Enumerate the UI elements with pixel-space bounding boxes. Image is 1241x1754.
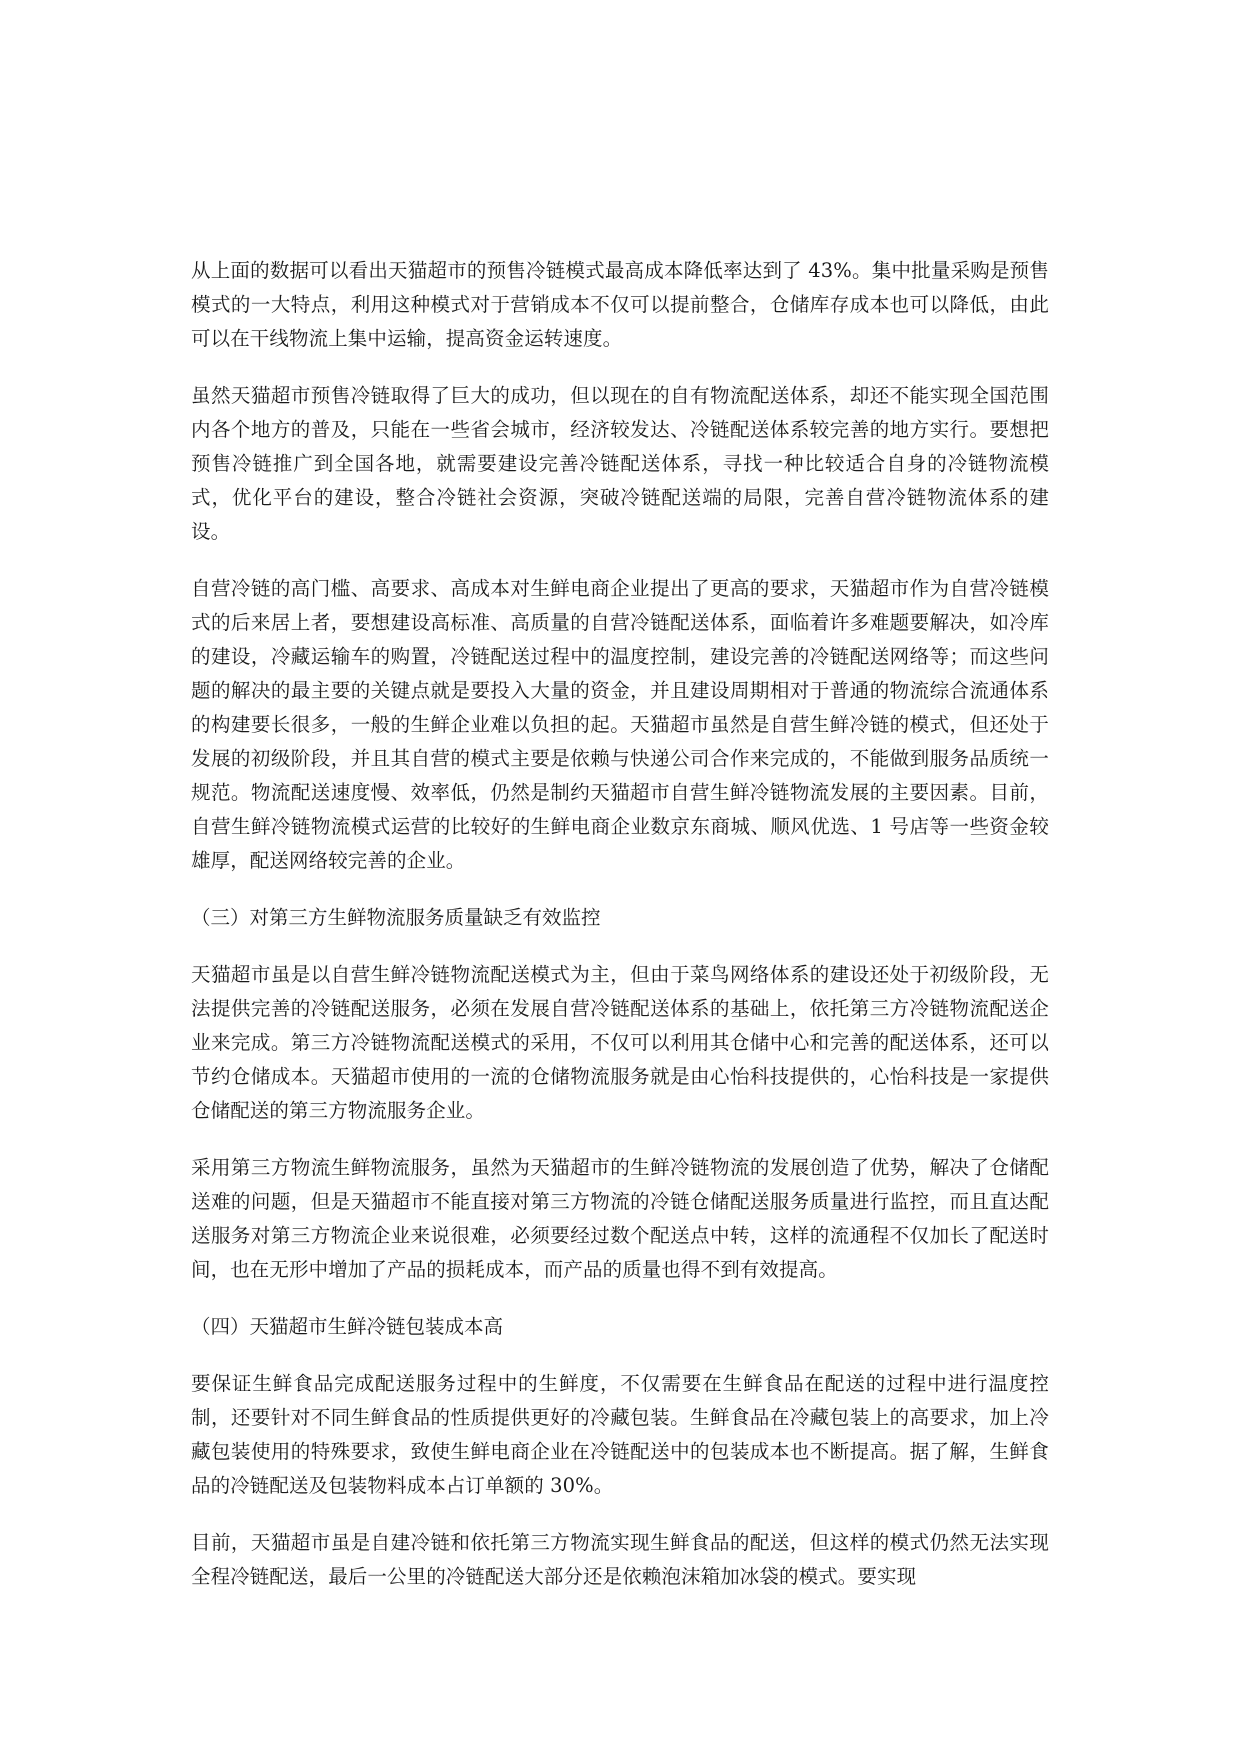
document-body bbox=[191, 254, 1049, 1617]
paragraph-packaging-requirements: 要保证生鲜食品完成配送服务过程中的生鲜度，不仅需要在生鲜食品在配送的过程中进行温度控制，还要针对不同生鲜食品的性质提供更好的冷藏包装。生鲜食品在冷藏包装上的高要求，加上冷藏包装使用的特殊要求，致使生鲜电商企业在冷链配送中的包装成本也不断提高。据了解，生鲜食品的冷链配送及包装物料成本占订单额的 30%。 bbox=[191, 1372, 1049, 1497]
paragraph-self-operated-cold-chain: 自营冷链的高门槛、高要求、高成本对生鲜电商企业提出了更高的要求，天猫超市作为自营冷链模式的后来居上者，要想建设高标准、高质量的自营冷链配送体系，面临着许多难题要解决，如冷库的建设，冷藏运输车的购置，冷链配送过程中的温度控制，建设完善的冷链配送网络等；而这些问题的解决的最主要的关键点就是要投入大量的资金，并且建设周期相对于普通的物流综合流通体系的构建要长很多，一般的生鲜企业难以负担的起。天猫超市虽然是自营生鲜冷链的模式，但还处于发展的初级阶段，并且其自营的模式主要是依赖与快递公司合作来完成的，不能做到服务品质统一规范。物流配送速度慢、效率低，仍然是制约天猫超市自营生鲜冷链物流发展的主要因素。目前，自营生鲜冷链物流模式运营的比较好的生鲜电商企业数京东商城、顺风优选、1 号店等一些资金较雄厚，配送网络较完善的企业。 bbox=[191, 577, 1049, 872]
paragraph-third-party-logistics: 天猫超市虽是以自营生鲜冷链物流配送模式为主，但由于菜鸟网络体系的建设还处于初级阶段，无法提供完善的冷链配送服务，必须在发展自营冷链配送体系的基础上，依托第三方冷链物流配送企业来完成。第三方冷链物流配送模式的采用，不仅可以利用其仓储中心和完善的配送体系，还可以节约仓储成本。天猫超市使用的一流的仓储物流服务就是由心怡科技提供的，心怡科技是一家提供仓储配送的第三方物流服务企业。 bbox=[191, 963, 1049, 1122]
section-heading-packaging-cost: （四）天猫超市生鲜冷链包装成本高 bbox=[191, 1315, 504, 1338]
paragraph-presale-limits: 虽然天猫超市预售冷链取得了巨大的成功，但以现在的自有物流配送体系，却还不能实现全国范围内各个地方的普及，只能在一些省会城市，经济较发达、冷链配送体系较完善的地方实行。要想把预售冷链推广到全国各地，就需要建设完善冷链配送体系，寻找一种比较适合自身的冷链物流模式，优化平台的建设，整合冷链社会资源，突破冷链配送端的局限，完善自营冷链物流体系的建设。 bbox=[191, 384, 1049, 543]
section-heading-third-party-monitoring: （三）对第三方生鲜物流服务质量缺乏有效监控 bbox=[191, 906, 601, 929]
paragraph-last-mile: 目前，天猫超市虽是自建冷链和依托第三方物流实现生鲜食品的配送，但这样的模式仍然无法实现全程冷链配送，最后一公里的冷链配送大部分还是依赖泡沫箱加冰袋的模式。要实现 bbox=[191, 1531, 1049, 1588]
paragraph-third-party-quality: 采用第三方物流生鲜物流服务，虽然为天猫超市的生鲜冷链物流的发展创造了优势，解决了仓储配送难的问题，但是天猫超市不能直接对第三方物流的冷链仓储配送服务质量进行监控，而且直达配送服务对第三方物流企业来说很难，必须要经过数个配送点中转，这样的流通程不仅加长了配送时间，也在无形中增加了产品的损耗成本，而产品的质量也得不到有效提高。 bbox=[191, 1156, 1049, 1281]
paragraph-cost-reduction: 从上面的数据可以看出天猫超市的预售冷链模式最高成本降低率达到了 43%。集中批量采购是预售模式的一大特点，利用这种模式对于营销成本不仅可以提前整合，仓储库存成本也可以降低，由此可以在干线物流上集中运输，提高资金运转速度。 bbox=[191, 259, 1049, 350]
